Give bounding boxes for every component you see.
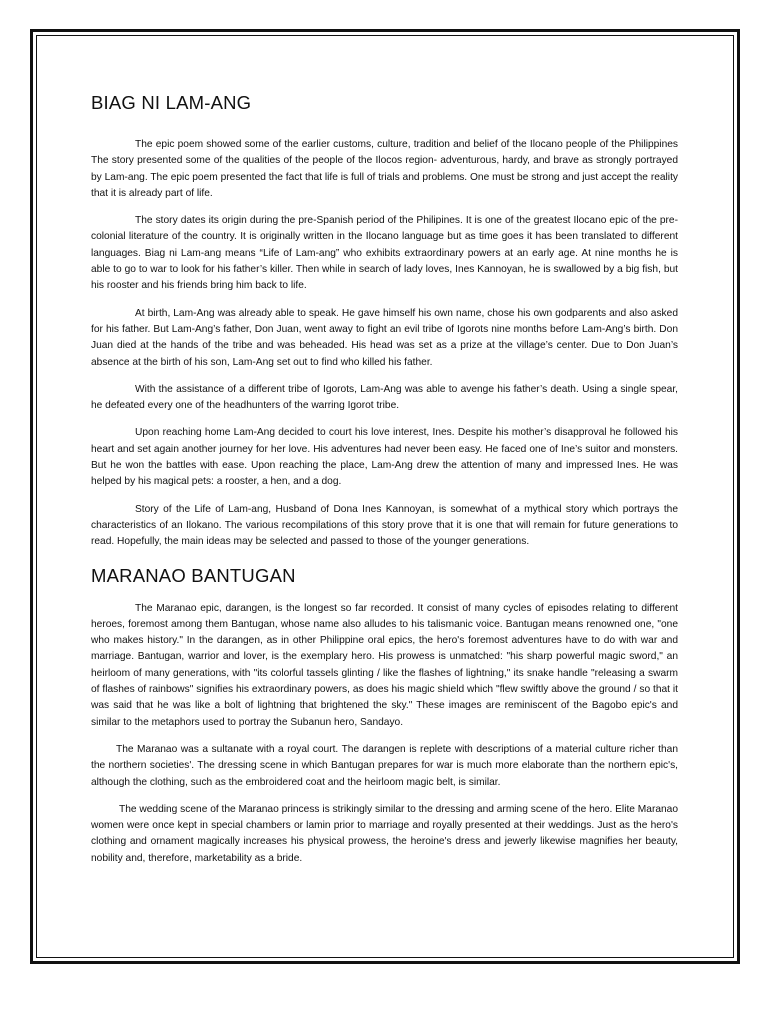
paragraph: The story dates its origin during the pre-Spanish period of the Philipines. It is one of the greatest Ilocano epic of the pre-colonial literature of the country. It is originally written in the Ilocano language but as time goes it has been translated to different languages. Biag ni Lam-ang means “Life of Lam-ang” who exhibits extraordinary powers at an early age. At nine months he is able to go to war to look for his father’s killer. Then while in search of lady loves, Ines Kannoyan, he is swallowed by a big fish, but his rooster and his friends bring him back to life. xyxy=(91,215,678,292)
paragraph: The Maranao was a sultanate with a royal court. The darangen is replete with descriptions of a material culture richer than the northern societies'. The dressing scene in which Bantugan prepares for war is much more elaborate than the northern epic's, although the clothing, such as the embroidered coat and the heirloom magic belt, is similar. xyxy=(91,743,678,788)
section-title-maranao-bantugan: MARANAO BANTUGAN xyxy=(91,564,296,586)
paragraph: The Maranao epic, darangen, is the longest so far recorded. It consist of many cycles of episodes relating to different heroes, foremost among them Bantugan, whose name also alludes to his talismanic voice. Bantugan means renowned one, "one who makes history." In the darangen, as in other Philippine oral epics, the hero's foremost adventures have to do with war and marriage. Bantugan, warrior and lover, is the exemplary hero. His prowess is unmatched: "his sharp powerful magic sword," an heirloom of many generations, with "its colorful tassels glinting / like the flashes of lightning," its snake handle "releasing a swarm of flashes of rainbows" signifies his extraordinary powers, as does his magic shield which "flew swiftly above the ground / so that it was said that he was like a bolt of lightning that brightened the sky." These images are reminiscent of the Bagobo epic's and similar to the metaphors used to portray the Subanun hero, Sandayo. xyxy=(91,602,678,728)
paragraph: The wedding scene of the Maranao princess is strikingly similar to the dressing and arming scene of the hero. Elite Maranao women were once kept in special chambers or lamin prior to marriage and royally presented at their weddings. Just as the hero's clothing and ornament magically increases his physical prowess, the heroine's dress and jewerly likewise magnifies her beauty, nobility and, therefore, marketability as a bride. xyxy=(91,803,678,864)
paragraph: At birth, Lam-Ang was already able to speak. He gave himself his own name, chose his own godparents and also asked for his father. But Lam-Ang’s father, Don Juan, went away to fight an evil tribe of Igorots nine months before Lam-Ang’s birth. Don Juan died at the hands of the tribe and was beheaded. His head was set as a prize at the village’s center. Due to Don Juan’s absence at the birth of his son, Lam-Ang set out to find who killed his father. xyxy=(91,307,678,368)
paragraph: Upon reaching home Lam-Ang decided to court his love interest, Ines. Despite his mother’s disapproval he followed his heart and set again another journey for her love. His adventures had never been easy. He faced one of Ine’s suitor and monsters. But he won the battles with ease. Upon reaching the place, Lam-Ang drew the attention of many and impressed Ines. He was helped by his magical pets: a rooster, a hen, and a dog. xyxy=(91,427,678,488)
paragraph: The epic poem showed some of the earlier customs, culture, tradition and belief of the Ilocano people of the Philippines The story presented some of the qualities of the people of the Ilocos region- adventurous, hardy, and brave as strongly portrayed by Lam-ang. The epic poem presented the fact that life is full of trials and problems. One must be strong and just accept the reality that it is already part of life. xyxy=(91,139,678,199)
paragraph: Story of the Life of Lam-ang, Husband of Dona Ines Kannoyan, is somewhat of a mythical story which portrays the characteristics of an Ilokano. The various recompilations of this story prove that it is one that will remain for future generations to read. Hopefully, the main ideas may be selected and passed to those of the younger generations. xyxy=(91,503,678,548)
section-title-biag-ni-lam-ang: BIAG NI LAM-ANG xyxy=(91,92,252,113)
paragraph: With the assistance of a different tribe of Igorots, Lam-Ang was able to avenge his father’s death. Using a single spear, he defeated every one of the headhunters of the warring Igorot tribe. xyxy=(91,383,678,412)
document-body xyxy=(91,88,678,878)
